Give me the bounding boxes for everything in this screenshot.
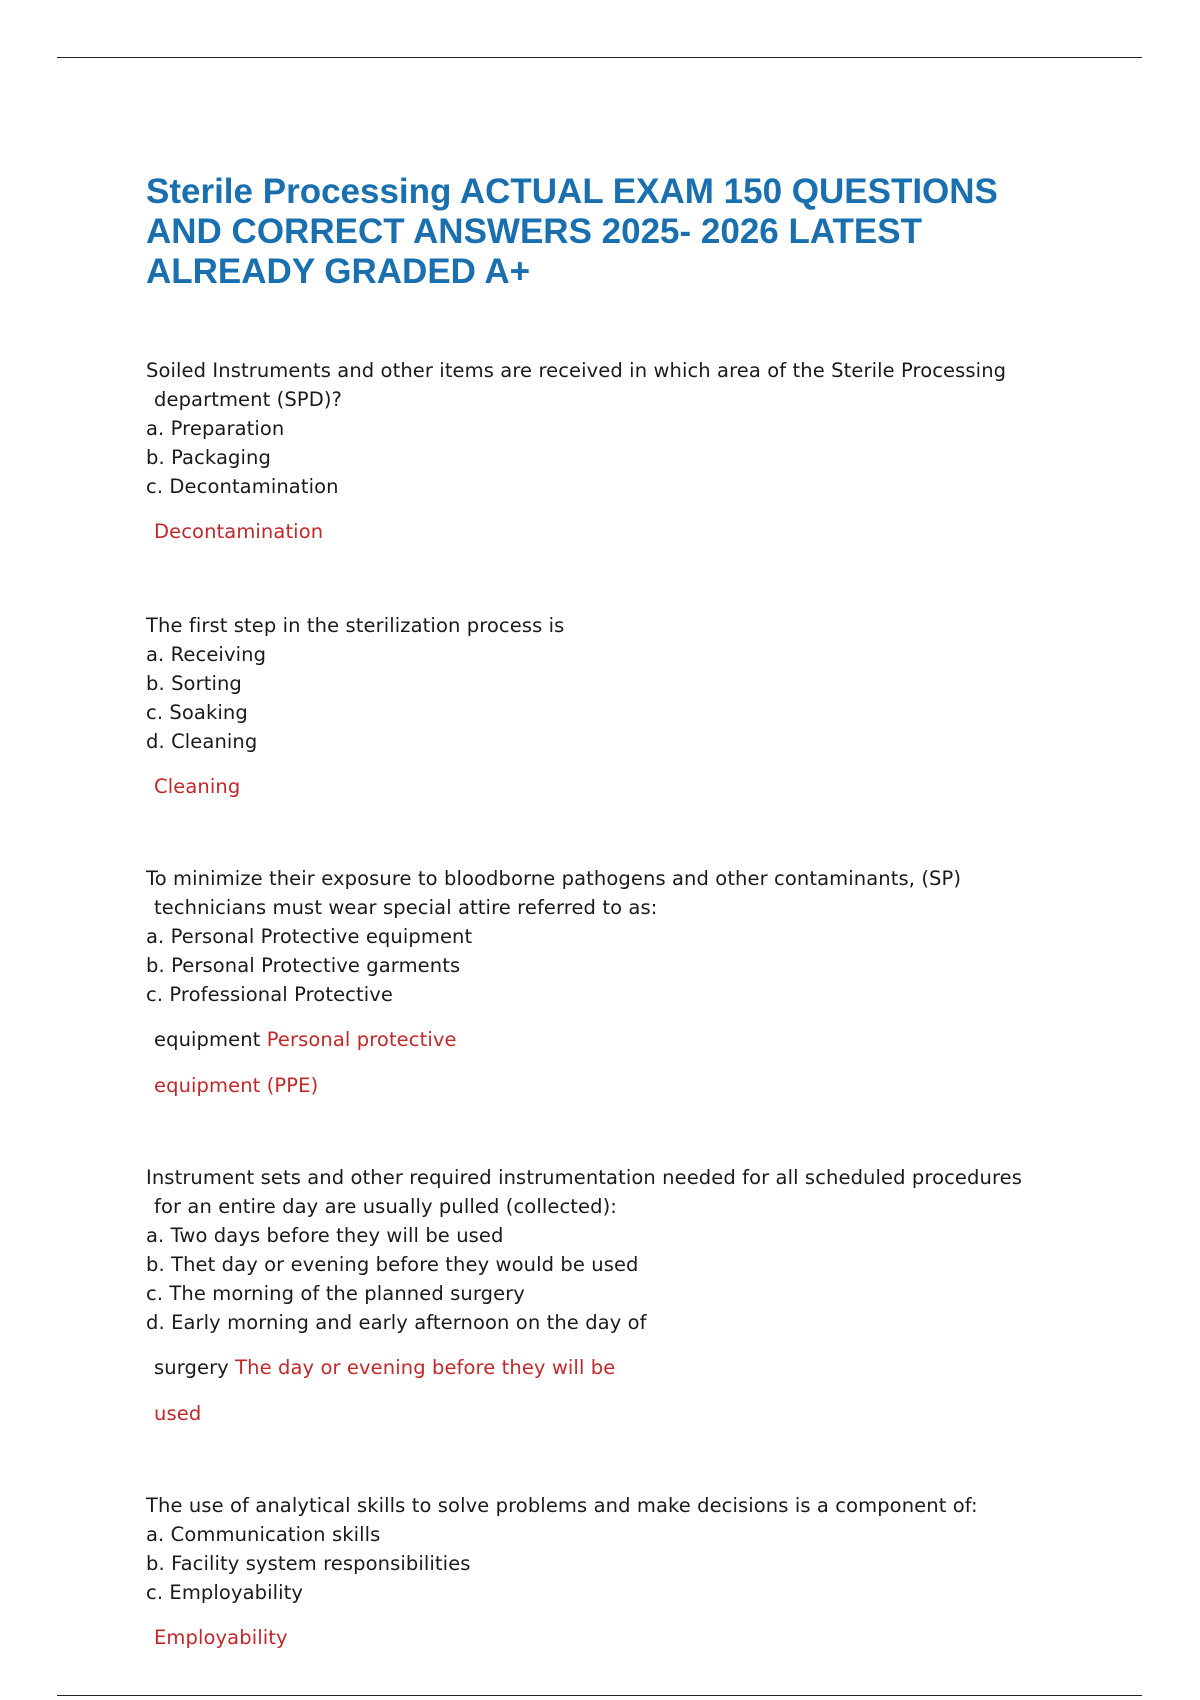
question-stem-line: Instrument sets and other required instrumentation needed for all scheduled procedures: [146, 1166, 1022, 1189]
question-stem: [146, 1163, 1036, 1221]
option-b: b. Personal Protective garments: [146, 954, 461, 977]
option-c: c. The morning of the planned surgery: [146, 1282, 525, 1305]
option-c: c. Employability: [146, 1581, 304, 1604]
question-stem-line: department (SPD)?: [154, 388, 342, 411]
bottom-rule: [57, 1695, 1142, 1696]
option-a: a. Communication skills: [146, 1523, 381, 1546]
option-continuation: surgery: [154, 1356, 229, 1379]
option-d: d. Cleaning: [146, 730, 258, 753]
question-stem: The use of analytical skills to solve problems and make decisions is a component of:: [146, 1494, 978, 1517]
option-c: c. Professional Protective: [146, 983, 394, 1006]
answer: Cleaning: [154, 775, 241, 798]
question-stem: [146, 864, 1036, 922]
question-2: [146, 611, 1036, 801]
question-stem: The first step in the sterilization process is: [146, 614, 565, 637]
question-1: [146, 356, 1036, 546]
question-stem-line: To minimize their exposure to bloodborne pathogens and other contaminants, (SP): [146, 867, 962, 890]
option-b: b. Facility system responsibilities: [146, 1552, 471, 1575]
question-3: [146, 864, 1036, 1100]
answer-continuation: equipment (PPE): [154, 1074, 319, 1097]
option-a: a. Preparation: [146, 417, 285, 440]
question-4: [146, 1163, 1036, 1428]
document-title: Sterile Processing ACTUAL EXAM 150 QUESTIONS AND CORRECT ANSWERS 2025- 2026 LATEST ALREADY GRADED A+: [146, 172, 998, 291]
answer: Employability: [154, 1626, 288, 1649]
option-a: a. Receiving: [146, 643, 267, 666]
question-stem-line: technicians must wear special attire referred to as:: [154, 896, 658, 919]
question-stem-line: Soiled Instruments and other items are received in which area of the Sterile Processing: [146, 359, 1007, 382]
answer: The day or evening before they will be: [235, 1356, 616, 1379]
option-b: b. Packaging: [146, 446, 271, 469]
option-d: d. Early morning and early afternoon on the day of: [146, 1311, 647, 1334]
option-b: b. Sorting: [146, 672, 242, 695]
answer-continuation: used: [154, 1402, 202, 1425]
question-stem-line: for an entire day are usually pulled (collected):: [154, 1195, 617, 1218]
answer: Personal protective: [266, 1028, 457, 1051]
option-c: c. Soaking: [146, 701, 248, 724]
answer: Decontamination: [154, 520, 324, 543]
option-a: a. Two days before they will be used: [146, 1224, 504, 1247]
option-c: c. Decontamination: [146, 475, 339, 498]
question-5: [146, 1491, 1036, 1652]
answer-line: [146, 1353, 1036, 1382]
question-stem: [146, 356, 1036, 414]
option-continuation: equipment: [154, 1028, 261, 1051]
option-a: a. Personal Protective equipment: [146, 925, 473, 948]
top-rule: [57, 57, 1142, 58]
option-b: b. Thet day or evening before they would be used: [146, 1253, 639, 1276]
answer-line: [146, 1025, 1036, 1054]
